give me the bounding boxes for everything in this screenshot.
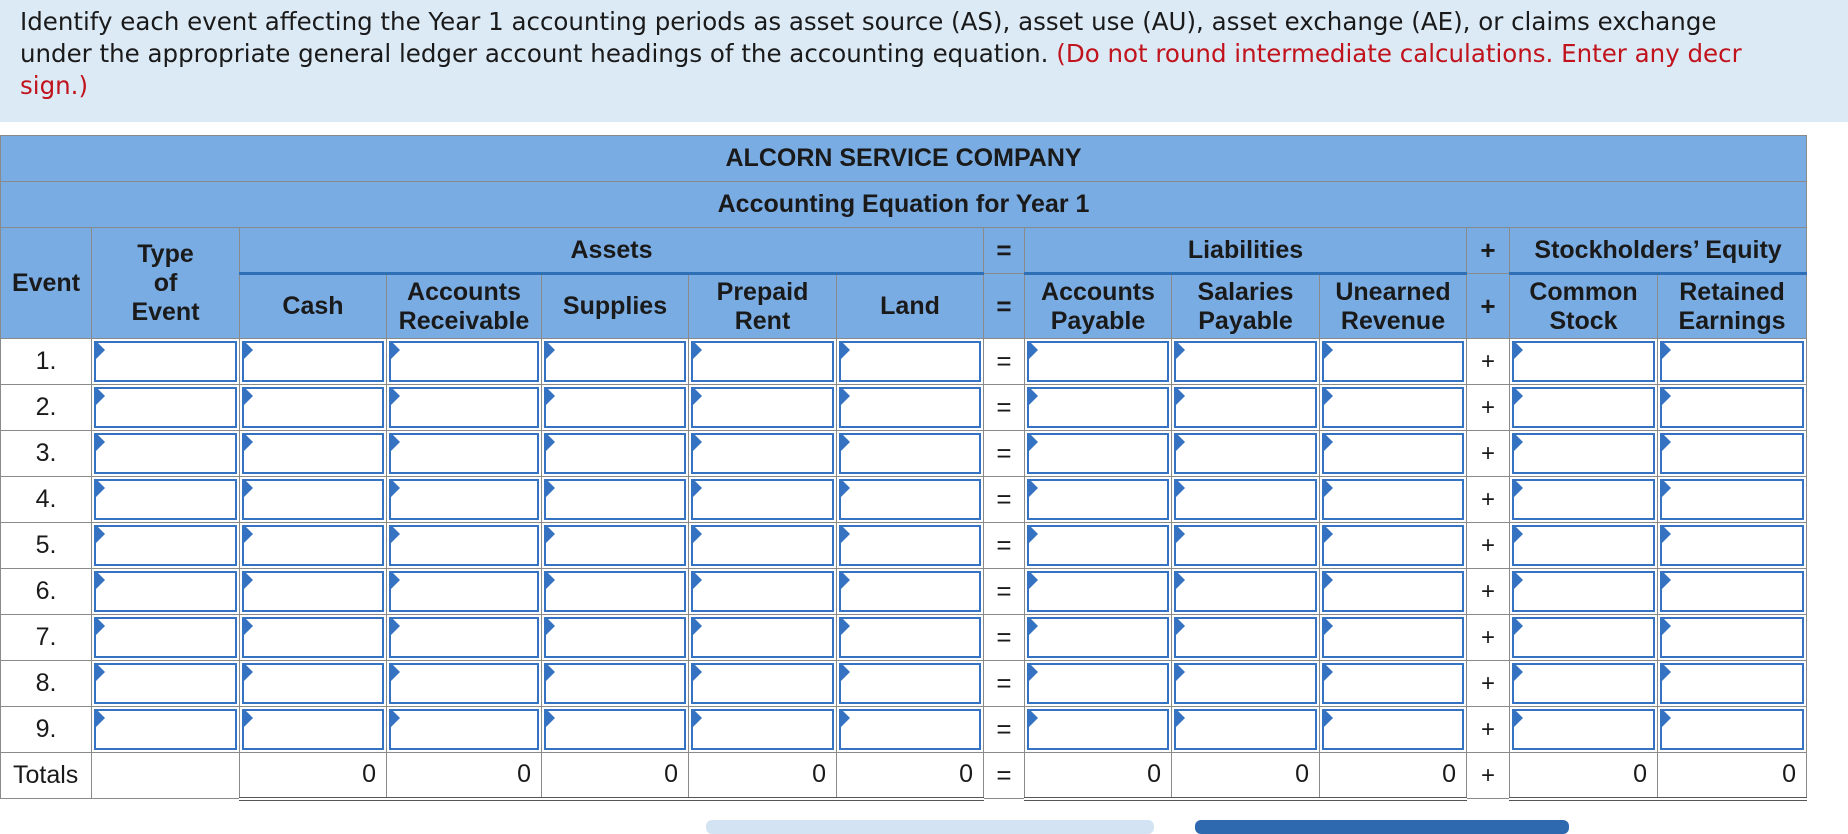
land-input[interactable] — [839, 663, 981, 704]
retained-earnings-cell — [1658, 523, 1807, 569]
common-stock-cell — [1510, 339, 1658, 385]
type-of-event-cell — [92, 477, 240, 523]
instructions-panel — [0, 0, 1848, 122]
total-retained-earnings: 0 — [1658, 753, 1807, 799]
cash-cell — [240, 385, 387, 431]
retained-earnings-cell — [1658, 431, 1807, 477]
plus-sign: + — [1467, 661, 1510, 707]
total-cash: 0 — [240, 753, 387, 799]
col-accounts-receivable: Accounts Receivable — [387, 274, 542, 339]
land-cell — [837, 431, 984, 477]
type-of-event-input[interactable] — [94, 479, 237, 520]
event-row — [1, 339, 1807, 385]
total-accounts-payable: 0 — [1025, 753, 1172, 799]
cash-input[interactable] — [242, 663, 384, 704]
supplies-input[interactable] — [544, 387, 686, 428]
total-common-stock: 0 — [1510, 753, 1658, 799]
accounts-receivable-input[interactable] — [389, 433, 539, 474]
plus-sign: + — [1467, 615, 1510, 661]
accounts-receivable-input[interactable] — [389, 387, 539, 428]
accounts-payable-cell — [1025, 385, 1172, 431]
event-number: 4. — [1, 477, 92, 523]
instructions-warning-cont: sign.) — [20, 71, 88, 100]
retained-earnings-input[interactable] — [1660, 341, 1804, 382]
next-button[interactable] — [1195, 820, 1569, 834]
salaries-payable-input[interactable] — [1174, 663, 1317, 704]
unearned-revenue-cell — [1320, 339, 1467, 385]
type-of-event-header: Type of Event — [92, 228, 240, 339]
salaries-payable-cell — [1172, 431, 1320, 477]
supplies-input[interactable] — [544, 341, 686, 382]
prepaid-rent-input[interactable] — [691, 341, 834, 382]
accounting-equation-table — [0, 135, 1807, 801]
salaries-payable-cell — [1172, 569, 1320, 615]
plus-sign: + — [1467, 523, 1510, 569]
land-input[interactable] — [839, 709, 981, 750]
total-land: 0 — [837, 753, 984, 799]
common-stock-cell — [1510, 569, 1658, 615]
plus-sign: + — [1467, 431, 1510, 477]
accounts-receivable-cell — [387, 431, 542, 477]
land-input[interactable] — [839, 571, 981, 612]
supplies-cell — [542, 569, 689, 615]
type-of-event-input[interactable] — [94, 387, 237, 428]
accounts-payable-input[interactable] — [1027, 663, 1169, 704]
type-of-event-input[interactable] — [94, 341, 237, 382]
common-stock-input[interactable] — [1512, 663, 1655, 704]
unearned-revenue-cell — [1320, 431, 1467, 477]
common-stock-input[interactable] — [1512, 571, 1655, 612]
col-land: Land — [837, 274, 984, 339]
cash-input[interactable] — [242, 617, 384, 658]
cash-cell — [240, 661, 387, 707]
prepaid-rent-input[interactable] — [691, 571, 834, 612]
type-of-event-cell — [92, 523, 240, 569]
equals-sign: = — [984, 753, 1025, 799]
accounts-payable-input[interactable] — [1027, 709, 1169, 750]
cash-input[interactable] — [242, 341, 384, 382]
col-accounts-payable: Accounts Payable — [1025, 274, 1172, 339]
retained-earnings-input[interactable] — [1660, 479, 1804, 520]
plus-sign: + — [1467, 753, 1510, 799]
common-stock-cell — [1510, 431, 1658, 477]
unearned-revenue-cell — [1320, 477, 1467, 523]
total-prepaid-rent: 0 — [689, 753, 837, 799]
accounts-payable-input[interactable] — [1027, 617, 1169, 658]
unearned-revenue-input[interactable] — [1322, 479, 1464, 520]
equals-sign: = — [984, 661, 1025, 707]
equals-sign: = — [984, 385, 1025, 431]
cash-cell — [240, 707, 387, 753]
supplies-input[interactable] — [544, 479, 686, 520]
type-of-event-input[interactable] — [94, 525, 237, 566]
prepaid-rent-cell — [689, 615, 837, 661]
accounts-payable-input[interactable] — [1027, 571, 1169, 612]
accounts-payable-cell — [1025, 661, 1172, 707]
type-of-event-input[interactable] — [94, 433, 237, 474]
retained-earnings-input[interactable] — [1660, 571, 1804, 612]
event-row — [1, 477, 1807, 523]
type-of-event-input[interactable] — [94, 663, 237, 704]
type-of-event-input[interactable] — [94, 709, 237, 750]
event-number: 6. — [1, 569, 92, 615]
salaries-payable-input[interactable] — [1174, 341, 1317, 382]
retained-earnings-input[interactable] — [1660, 709, 1804, 750]
supplies-input[interactable] — [544, 617, 686, 658]
plus-sign: + — [1467, 707, 1510, 753]
prepaid-rent-cell — [689, 523, 837, 569]
event-number: 2. — [1, 385, 92, 431]
instructions-line-2 — [20, 38, 1848, 70]
common-stock-input[interactable] — [1512, 387, 1655, 428]
equals-sign: = — [984, 569, 1025, 615]
equals-sign: = — [984, 523, 1025, 569]
unearned-revenue-cell — [1320, 385, 1467, 431]
retained-earnings-cell — [1658, 477, 1807, 523]
accounts-payable-cell — [1025, 569, 1172, 615]
common-stock-cell — [1510, 385, 1658, 431]
accounts-receivable-input[interactable] — [389, 525, 539, 566]
salaries-payable-input[interactable] — [1174, 433, 1317, 474]
retained-earnings-input[interactable] — [1660, 663, 1804, 704]
common-stock-cell — [1510, 615, 1658, 661]
unearned-revenue-cell — [1320, 615, 1467, 661]
supplies-cell — [542, 615, 689, 661]
event-row — [1, 385, 1807, 431]
equals-sign-header: = — [984, 228, 1025, 274]
equals-sign: = — [984, 477, 1025, 523]
prepaid-rent-input[interactable] — [691, 617, 834, 658]
common-stock-cell — [1510, 661, 1658, 707]
event-row — [1, 661, 1807, 707]
col-retained-earnings: Retained Earnings — [1658, 274, 1807, 339]
type-of-event-cell — [92, 615, 240, 661]
common-stock-cell — [1510, 707, 1658, 753]
salaries-payable-input[interactable] — [1174, 525, 1317, 566]
accounts-receivable-input[interactable] — [389, 709, 539, 750]
supplies-cell — [542, 477, 689, 523]
retained-earnings-cell — [1658, 615, 1807, 661]
accounts-payable-input[interactable] — [1027, 341, 1169, 382]
land-cell — [837, 707, 984, 753]
prepaid-rent-input[interactable] — [691, 709, 834, 750]
accounts-payable-cell — [1025, 707, 1172, 753]
cash-input[interactable] — [242, 433, 384, 474]
previous-button[interactable] — [706, 820, 1154, 834]
event-number: 5. — [1, 523, 92, 569]
unearned-revenue-input[interactable] — [1322, 617, 1464, 658]
table-subtitle: Accounting Equation for Year 1 — [1, 182, 1807, 228]
supplies-input[interactable] — [544, 571, 686, 612]
equals-sign: = — [984, 615, 1025, 661]
unearned-revenue-input[interactable] — [1322, 341, 1464, 382]
unearned-revenue-cell — [1320, 569, 1467, 615]
retained-earnings-cell — [1658, 569, 1807, 615]
supplies-cell — [542, 385, 689, 431]
type-of-event-cell — [92, 431, 240, 477]
event-number: 7. — [1, 615, 92, 661]
totals-type-blank — [92, 753, 240, 799]
accounts-payable-input[interactable] — [1027, 433, 1169, 474]
supplies-cell — [542, 707, 689, 753]
cash-cell — [240, 477, 387, 523]
salaries-payable-input[interactable] — [1174, 387, 1317, 428]
cash-input[interactable] — [242, 525, 384, 566]
land-input[interactable] — [839, 525, 981, 566]
retained-earnings-cell — [1658, 661, 1807, 707]
accounts-payable-cell — [1025, 431, 1172, 477]
instructions-line-1: Identify each event affecting the Year 1 accounting periods as asset source (AS), asset use (AU), asset exchange (AE), or claims exchange — [20, 7, 1717, 36]
equals-sign: = — [984, 431, 1025, 477]
unearned-revenue-input[interactable] — [1322, 433, 1464, 474]
land-cell — [837, 523, 984, 569]
event-row — [1, 615, 1807, 661]
retained-earnings-cell — [1658, 385, 1807, 431]
land-cell — [837, 385, 984, 431]
equals-sign: = — [984, 707, 1025, 753]
plus-sign: + — [1467, 477, 1510, 523]
equals-sign: = — [984, 339, 1025, 385]
salaries-payable-cell — [1172, 615, 1320, 661]
event-number: 8. — [1, 661, 92, 707]
land-input[interactable] — [839, 341, 981, 382]
type-of-event-cell — [92, 661, 240, 707]
cash-cell — [240, 615, 387, 661]
type-of-event-input[interactable] — [94, 571, 237, 612]
col-common-stock: Common Stock — [1510, 274, 1658, 339]
instructions-text: under the appropriate general ledger account headings of the accounting equation. — [20, 39, 1057, 68]
accounts-payable-input[interactable] — [1027, 525, 1169, 566]
prepaid-rent-cell — [689, 385, 837, 431]
cash-input[interactable] — [242, 571, 384, 612]
event-row — [1, 569, 1807, 615]
accounts-receivable-input[interactable] — [389, 571, 539, 612]
event-number: 1. — [1, 339, 92, 385]
land-cell — [837, 615, 984, 661]
plus-sign-col: + — [1467, 274, 1510, 339]
common-stock-input[interactable] — [1512, 617, 1655, 658]
unearned-revenue-cell — [1320, 523, 1467, 569]
plus-sign-header: + — [1467, 228, 1510, 274]
company-name: ALCORN SERVICE COMPANY — [1, 136, 1807, 182]
type-of-event-cell — [92, 707, 240, 753]
prepaid-rent-input[interactable] — [691, 663, 834, 704]
event-row — [1, 431, 1807, 477]
land-cell — [837, 661, 984, 707]
supplies-cell — [542, 339, 689, 385]
unearned-revenue-input[interactable] — [1322, 387, 1464, 428]
type-of-event-input[interactable] — [94, 617, 237, 658]
land-input[interactable] — [839, 387, 981, 428]
cash-input[interactable] — [242, 479, 384, 520]
common-stock-input[interactable] — [1512, 525, 1655, 566]
land-input[interactable] — [839, 433, 981, 474]
accounts-receivable-input[interactable] — [389, 663, 539, 704]
accounts-payable-cell — [1025, 477, 1172, 523]
assets-group-header: Assets — [240, 228, 984, 274]
retained-earnings-cell — [1658, 707, 1807, 753]
accounts-payable-input[interactable] — [1027, 387, 1169, 428]
type-of-event-cell — [92, 385, 240, 431]
land-input[interactable] — [839, 617, 981, 658]
cash-cell — [240, 431, 387, 477]
accounts-receivable-cell — [387, 385, 542, 431]
salaries-payable-input[interactable] — [1174, 571, 1317, 612]
event-number: 9. — [1, 707, 92, 753]
prepaid-rent-input[interactable] — [691, 525, 834, 566]
salaries-payable-input[interactable] — [1174, 479, 1317, 520]
supplies-input[interactable] — [544, 709, 686, 750]
common-stock-cell — [1510, 477, 1658, 523]
accounts-receivable-cell — [387, 477, 542, 523]
accounts-payable-cell — [1025, 615, 1172, 661]
salaries-payable-cell — [1172, 385, 1320, 431]
salaries-payable-cell — [1172, 339, 1320, 385]
common-stock-input[interactable] — [1512, 479, 1655, 520]
prepaid-rent-input[interactable] — [691, 387, 834, 428]
type-of-event-cell — [92, 569, 240, 615]
accounts-receivable-input[interactable] — [389, 341, 539, 382]
land-cell — [837, 477, 984, 523]
accounts-receivable-cell — [387, 707, 542, 753]
totals-row — [1, 753, 1807, 799]
prepaid-rent-cell — [689, 707, 837, 753]
totals-label: Totals — [1, 753, 92, 799]
retained-earnings-input[interactable] — [1660, 433, 1804, 474]
total-accounts-receivable: 0 — [387, 753, 542, 799]
retained-earnings-input[interactable] — [1660, 387, 1804, 428]
prepaid-rent-cell — [689, 477, 837, 523]
accounts-payable-cell — [1025, 339, 1172, 385]
event-header: Event — [1, 228, 92, 339]
col-salaries-payable: Salaries Payable — [1172, 274, 1320, 339]
prepaid-rent-cell — [689, 661, 837, 707]
accounts-receivable-cell — [387, 661, 542, 707]
total-salaries-payable: 0 — [1172, 753, 1320, 799]
unearned-revenue-input[interactable] — [1322, 571, 1464, 612]
supplies-cell — [542, 661, 689, 707]
cash-cell — [240, 569, 387, 615]
retained-earnings-cell — [1658, 339, 1807, 385]
salaries-payable-input[interactable] — [1174, 617, 1317, 658]
plus-sign: + — [1467, 385, 1510, 431]
instructions-warning: (Do not round intermediate calculations. Enter any decr — [1056, 39, 1742, 68]
land-cell — [837, 569, 984, 615]
prepaid-rent-cell — [689, 431, 837, 477]
type-of-event-cell — [92, 339, 240, 385]
accounts-receivable-input[interactable] — [389, 479, 539, 520]
accounts-receivable-input[interactable] — [389, 617, 539, 658]
equals-sign-col: = — [984, 274, 1025, 339]
retained-earnings-input[interactable] — [1660, 617, 1804, 658]
salaries-payable-cell — [1172, 523, 1320, 569]
common-stock-input[interactable] — [1512, 341, 1655, 382]
common-stock-input[interactable] — [1512, 709, 1655, 750]
plus-sign: + — [1467, 339, 1510, 385]
unearned-revenue-cell — [1320, 707, 1467, 753]
equity-group-header: Stockholders’ Equity — [1510, 228, 1807, 274]
supplies-cell — [542, 523, 689, 569]
salaries-payable-cell — [1172, 477, 1320, 523]
salaries-payable-cell — [1172, 661, 1320, 707]
prepaid-rent-input[interactable] — [691, 479, 834, 520]
col-cash: Cash — [240, 274, 387, 339]
supplies-cell — [542, 431, 689, 477]
unearned-revenue-input[interactable] — [1322, 525, 1464, 566]
col-prepaid-rent: Prepaid Rent — [689, 274, 837, 339]
plus-sign: + — [1467, 569, 1510, 615]
land-input[interactable] — [839, 479, 981, 520]
accounts-receivable-cell — [387, 569, 542, 615]
prepaid-rent-cell — [689, 569, 837, 615]
land-cell — [837, 339, 984, 385]
accounts-receivable-cell — [387, 339, 542, 385]
accounts-receivable-cell — [387, 615, 542, 661]
cash-cell — [240, 523, 387, 569]
retained-earnings-input[interactable] — [1660, 525, 1804, 566]
supplies-input[interactable] — [544, 525, 686, 566]
salaries-payable-input[interactable] — [1174, 709, 1317, 750]
total-supplies: 0 — [542, 753, 689, 799]
event-row — [1, 523, 1807, 569]
unearned-revenue-input[interactable] — [1322, 709, 1464, 750]
event-row — [1, 707, 1807, 753]
salaries-payable-cell — [1172, 707, 1320, 753]
accounts-payable-input[interactable] — [1027, 479, 1169, 520]
cash-input[interactable] — [242, 387, 384, 428]
col-supplies: Supplies — [542, 274, 689, 339]
common-stock-input[interactable] — [1512, 433, 1655, 474]
unearned-revenue-cell — [1320, 661, 1467, 707]
prepaid-rent-cell — [689, 339, 837, 385]
total-unearned-revenue: 0 — [1320, 753, 1467, 799]
accounts-receivable-cell — [387, 523, 542, 569]
liabilities-group-header: Liabilities — [1025, 228, 1467, 274]
supplies-input[interactable] — [544, 433, 686, 474]
col-unearned-revenue: Unearned Revenue — [1320, 274, 1467, 339]
prepaid-rent-input[interactable] — [691, 433, 834, 474]
accounts-payable-cell — [1025, 523, 1172, 569]
supplies-input[interactable] — [544, 663, 686, 704]
event-number: 3. — [1, 431, 92, 477]
cash-input[interactable] — [242, 709, 384, 750]
common-stock-cell — [1510, 523, 1658, 569]
unearned-revenue-input[interactable] — [1322, 663, 1464, 704]
cash-cell — [240, 339, 387, 385]
